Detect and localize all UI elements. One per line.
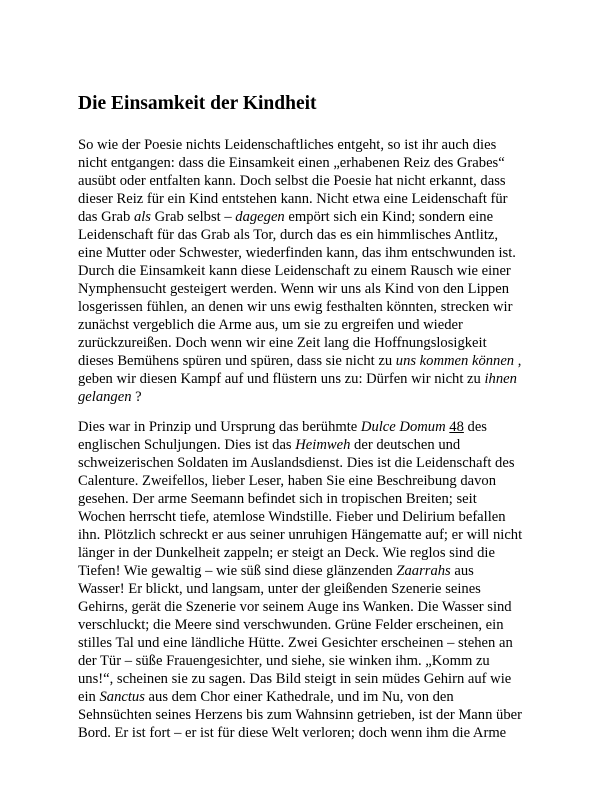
text-run: Grab selbst – bbox=[150, 209, 236, 225]
text-run: nicht entgangen: dass die Einsamkeit einen „erhabenen Reiz des Grabes“ bbox=[78, 155, 505, 171]
text-line bbox=[78, 490, 550, 508]
text-run: ausübt oder entfalten kann. Doch selbst die Poesie hat nicht erkannt, dass bbox=[78, 173, 506, 189]
text-run: Sehnsüchten seines Herzens bis zum Wahnsinn getrieben, ist der Mann über bbox=[78, 707, 522, 723]
text-line bbox=[78, 154, 550, 172]
text-run: englischen Schuljungen. Dies ist das bbox=[78, 437, 296, 453]
document-title: Die Einsamkeit der Kindheit bbox=[78, 93, 317, 114]
text-run: Leidenschaft für das Grab als Tor, durch das es ein himmlisches Antlitz, bbox=[78, 227, 499, 243]
text-line bbox=[78, 526, 550, 544]
text-run: zurückzureißen. Doch wenn wir eine Zeit lang die Hoffnungslosigkeit bbox=[78, 335, 487, 351]
text-run: aus dem Chor einer Kathedrale, und im Nu, von den bbox=[144, 689, 454, 705]
text-line bbox=[78, 226, 550, 244]
text-run: Calenture. Zweifellos, lieber Leser, haben Sie eine Beschreibung davon bbox=[78, 473, 497, 489]
emphasis-text: gelangen bbox=[78, 389, 132, 405]
text-run: gesehen. Der arme Seemann befindet sich in tropischen Breiten; seit bbox=[78, 491, 477, 507]
text-line bbox=[78, 298, 550, 316]
text-run: aus bbox=[450, 563, 474, 579]
emphasis-text: als bbox=[133, 209, 151, 225]
text-line bbox=[78, 634, 550, 652]
text-line bbox=[78, 598, 550, 616]
text-run: Wochen herrscht tiefe, atemlose Windstille. Fieber und Delirium befallen bbox=[78, 509, 506, 525]
text-run: dieses Bemühens spüren und spüren, dass sie nicht zu bbox=[78, 353, 396, 369]
text-line bbox=[78, 688, 550, 706]
text-run: verschluckt; die Meere sind verschwunden. Grüne Felder erscheinen, ein bbox=[78, 617, 504, 633]
text-line bbox=[78, 262, 550, 280]
text-run: , bbox=[514, 353, 522, 369]
text-run: ein bbox=[78, 689, 100, 705]
footnote-link[interactable]: 48 bbox=[449, 419, 464, 435]
text-run: schweizerischen Soldaten im Auslandsdienst. Dies ist die Leidenschaft des bbox=[78, 455, 515, 471]
text-line bbox=[78, 670, 550, 688]
text-line bbox=[78, 562, 550, 580]
text-run: länger in der Dunkelheit zappeln; er steigt an Deck. Wie reglos sind die bbox=[78, 545, 495, 561]
text-line bbox=[78, 454, 550, 472]
text-run: empört sich ein Kind; sondern eine bbox=[284, 209, 494, 225]
emphasis-text: Dulce Domum bbox=[360, 419, 446, 435]
text-run: Durch die Einsamkeit kann diese Leidenschaft zu einem Rausch wie einer bbox=[78, 263, 511, 279]
emphasis-text: Heimweh bbox=[295, 437, 351, 453]
text-run: Nymphensucht gesteigert werden. Wenn wir uns als Kind von den Lippen bbox=[78, 281, 510, 297]
text-line bbox=[78, 208, 550, 226]
text-line bbox=[78, 544, 550, 562]
text-run: Dies war in Prinzip und Ursprung das berühmte bbox=[78, 419, 361, 435]
text-line bbox=[78, 472, 550, 490]
text-run: So wie der Poesie nichts Leidenschaftliches entgeht, so ist ihr auch dies bbox=[78, 137, 497, 153]
text-line bbox=[78, 724, 550, 742]
text-line bbox=[78, 136, 550, 154]
paragraph bbox=[78, 136, 550, 406]
text-line bbox=[78, 388, 550, 406]
text-line bbox=[78, 508, 550, 526]
text-run: geben wir diesen Kampf auf und flüstern uns zu: Dürfen wir nicht zu bbox=[78, 371, 485, 387]
text-line bbox=[78, 190, 550, 208]
text-run: ihn. Plötzlich schreckt er aus seiner unruhigen Hängematte auf; er will nicht bbox=[78, 527, 523, 543]
emphasis-text: uns kommen können bbox=[395, 353, 515, 369]
text-line bbox=[78, 244, 550, 262]
text-line bbox=[78, 172, 550, 190]
text-line bbox=[78, 652, 550, 670]
text-line bbox=[78, 580, 550, 598]
text-line bbox=[78, 616, 550, 634]
text-run: der Tür – süße Frauengesichter, und siehe, sie winken ihm. „Komm zu bbox=[78, 653, 490, 669]
text-run: Bord. Er ist fort – er ist für diese Welt verloren; doch wenn ihm die Arme bbox=[78, 725, 507, 741]
text-line bbox=[78, 280, 550, 298]
text-line bbox=[78, 316, 550, 334]
text-run: eine Mutter oder Schwester, wiederfinden kann, das ihm entschwunden ist. bbox=[78, 245, 516, 261]
text-run: Tiefen! Wie gewaltig – wie süß sind diese glänzenden bbox=[78, 563, 397, 579]
body-text bbox=[78, 136, 550, 742]
text-run: der deutschen und bbox=[350, 437, 461, 453]
text-run: Wasser! Er blickt, und langsam, unter der gleißenden Szenerie seines bbox=[78, 581, 481, 597]
text-run: ? bbox=[131, 389, 142, 405]
emphasis-text: dagegen bbox=[235, 209, 285, 225]
emphasis-text: Sanctus bbox=[99, 689, 145, 705]
text-run: Gehirns, gerät die Szenerie vor seinem Auge ins Wanken. Die Wasser sind bbox=[78, 599, 512, 615]
text-line bbox=[78, 352, 550, 370]
text-run: stilles Tal und eine ländliche Hütte. Zwei Gesichter erscheinen – stehen an bbox=[78, 635, 513, 651]
text-run: zunächst vergeblich die Arme aus, um sie zu ergreifen und wieder bbox=[78, 317, 463, 333]
text-run: uns!“, scheinen sie zu sagen. Das Bild steigt in sein müdes Gehirn auf wie bbox=[78, 671, 512, 687]
text-run: dieser Reiz für ein Kind entstehen kann. Nicht etwa eine Leidenschaft für bbox=[78, 191, 508, 207]
text-line bbox=[78, 334, 550, 352]
text-line bbox=[78, 436, 550, 454]
text-run: losgerissen fühlen, an denen wir uns ewig festhalten könnten, strecken wir bbox=[78, 299, 513, 315]
emphasis-text: ihnen bbox=[484, 371, 517, 387]
text-line bbox=[78, 706, 550, 724]
text-run: das Grab bbox=[78, 209, 134, 225]
text-line bbox=[78, 370, 550, 388]
emphasis-text: Zaarrahs bbox=[396, 563, 451, 579]
text-run: des bbox=[463, 419, 487, 435]
paragraph bbox=[78, 418, 550, 742]
text-line bbox=[78, 418, 550, 436]
